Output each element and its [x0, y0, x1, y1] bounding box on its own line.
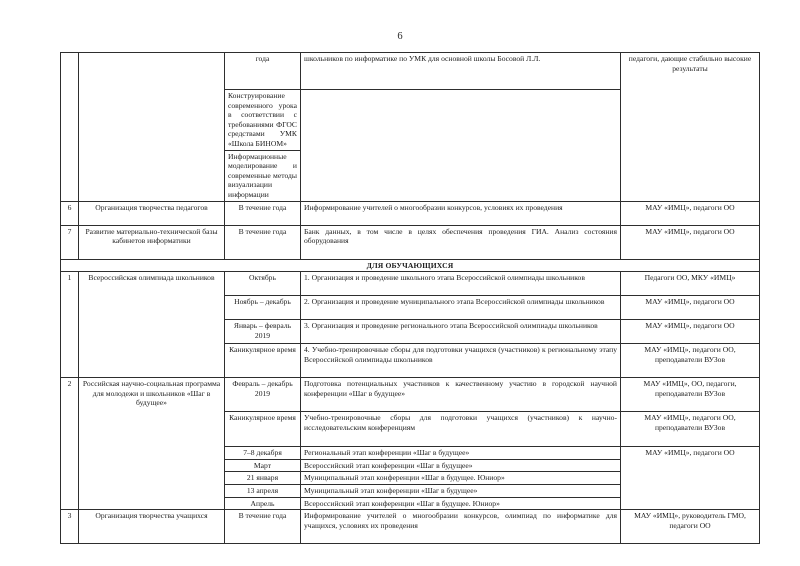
responsible-cell: МАУ «ИМЦ», педагоги ОО: [621, 225, 760, 259]
description-cell: Информирование учителей о многообразии конкурсов, условиях их проведения: [301, 201, 621, 225]
row-number-cell: 1: [61, 272, 79, 378]
table-row: [61, 225, 760, 259]
row-number-cell-continued: [61, 53, 79, 202]
description-cell: 4. Учебно-тренировочные сборы для подготовки учащихся (участников) к региональному этапу Всероссийской олимпиады школьников: [301, 344, 621, 378]
row-number-cell: 6: [61, 201, 79, 225]
responsible-cell: Педагоги ОО, МКУ «ИМЦ»: [621, 272, 760, 296]
description-cell: Региональный этап конференции «Шаг в будущее»: [301, 447, 621, 460]
description-cell: Подготовка потенциальных участников к качественному участию в городской научной конференции «Шаг в будущее»: [301, 378, 621, 412]
term-cell: Каникулярное время: [225, 412, 301, 447]
table-row: [61, 510, 760, 544]
description-cell: Информационные моделирование и современные методы визуализации информации: [225, 150, 301, 201]
activity-plan-table: [60, 52, 760, 544]
description-cell: Банк данных, в том числе в целях обеспечения проведения ГИА. Анализ состояния оборудования: [301, 225, 621, 259]
description-cell: Учебно-тренировочные сборы для подготовки учащихся (участников) к научно-исследовательским конференциям: [301, 412, 621, 447]
responsible-cell: МАУ «ИМЦ», педагоги ОО: [621, 320, 760, 344]
table-row: [61, 378, 760, 412]
activity-name-cell: Всероссийская олимпиада школьников: [79, 272, 225, 378]
responsible-cell: МАУ «ИМЦ», педагоги ОО, преподаватели ВУЗов: [621, 344, 760, 378]
activity-name-cell: Организация творчества педагогов: [79, 201, 225, 225]
responsible-cell: МАУ «ИМЦ», педагоги ОО: [621, 296, 760, 320]
activity-plan-table-container: [60, 52, 759, 544]
row-number-cell: 3: [61, 510, 79, 544]
description-cell: Всероссийский этап конференции «Шаг в будущее»: [301, 459, 621, 472]
term-cell: Январь – февраль 2019: [225, 320, 301, 344]
term-cell: Апрель: [225, 497, 301, 510]
page-number: 6: [397, 31, 403, 42]
section-header: ДЛЯ ОБУЧАЮЩИХСЯ: [61, 259, 760, 272]
term-cell: года: [225, 53, 301, 90]
table-row: [61, 272, 760, 296]
activity-name-cell: Организация творчества учащихся: [79, 510, 225, 544]
description-cell: Конструирование современного урока в соответствии с требованиями ФГОС средствами УМК «Школа БИНОМ»: [225, 90, 301, 151]
term-cell: 13 апреля: [225, 484, 301, 497]
row-number-cell: 7: [61, 225, 79, 259]
description-cell: 1. Организация и проведение школьного этапа Всероссийской олимпиады школьников: [301, 272, 621, 296]
term-cell: В течение года: [225, 510, 301, 544]
term-cell: Ноябрь – декабрь: [225, 296, 301, 320]
term-cell: В течение года: [225, 225, 301, 259]
responsible-cell: МАУ «ИМЦ», педагоги ОО: [621, 447, 760, 510]
term-cell: 21 января: [225, 472, 301, 485]
table-row: [61, 201, 760, 225]
responsible-cell: педагоги, дающие стабильно высокие результаты: [621, 53, 760, 202]
activity-name-cell: Российская научно-социальная программа для молодежи и школьников «Шаг в будущее»: [79, 378, 225, 510]
table-row: [61, 53, 760, 90]
term-cell: В течение года: [225, 201, 301, 225]
description-cell: 2. Организация и проведение муниципального этапа Всероссийской олимпиады школьников: [301, 296, 621, 320]
term-cell: Февраль – декабрь 2019: [225, 378, 301, 412]
responsible-cell: МАУ «ИМЦ», педагоги ОО, преподаватели ВУЗов: [621, 412, 760, 447]
description-cell: Муниципальный этап конференции «Шаг в будущее»: [301, 484, 621, 497]
term-cell: Март: [225, 459, 301, 472]
section-header-row: [61, 259, 760, 272]
description-cell: Муниципальный этап конференции «Шаг в будущее. Юниор»: [301, 472, 621, 485]
term-cell: Каникулярное время: [225, 344, 301, 378]
responsible-cell: МАУ «ИМЦ», руководитель ГМО, педагоги ОО: [621, 510, 760, 544]
term-cell: Октябрь: [225, 272, 301, 296]
activity-name-cell-continued: [79, 53, 225, 202]
row-number-cell: 2: [61, 378, 79, 510]
description-cell: Всероссийский этап конференции «Шаг в будущее. Юниор»: [301, 497, 621, 510]
responsible-cell: МАУ «ИМЦ», ОО, педагоги, преподаватели ВУЗов: [621, 378, 760, 412]
activity-name-cell: Развитие материально-технической базы кабинетов информатики: [79, 225, 225, 259]
responsible-cell: МАУ «ИМЦ», педагоги ОО: [621, 201, 760, 225]
description-cell: 3. Организация и проведение регионального этапа Всероссийской олимпиады школьников: [301, 320, 621, 344]
term-cell: 7–8 декабря: [225, 447, 301, 460]
description-cell: Информирование учителей о многообразии конкурсов, олимпиад по информатике для учащихся, условиях их проведения: [301, 510, 621, 544]
description-cell: школьников по информатике по УМК для основной школы Босовой Л.Л.: [301, 53, 621, 90]
